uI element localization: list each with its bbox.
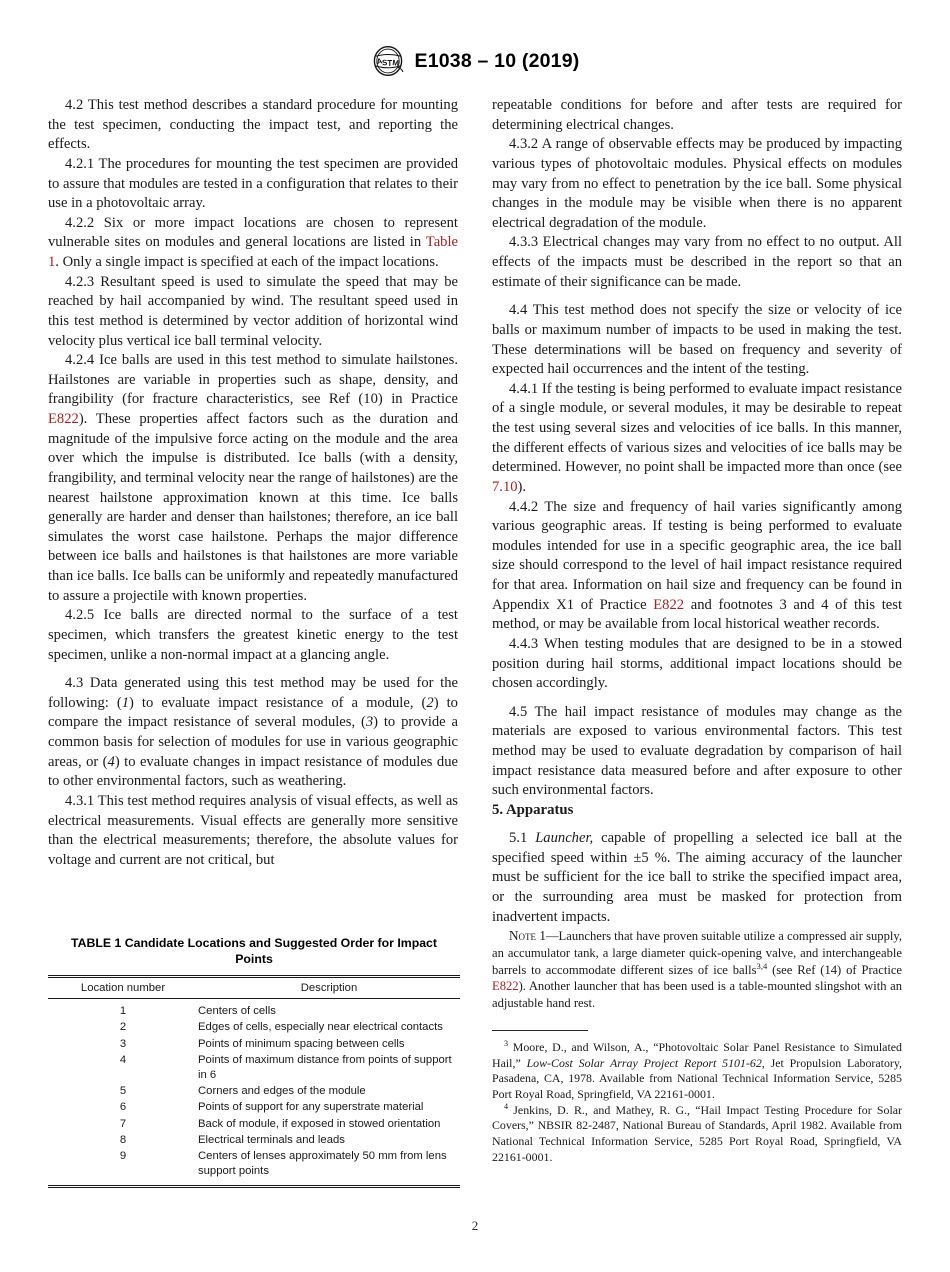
para-4-3-seg1: 4.3 Data generated using this test method may be used for the following: (: [48, 675, 458, 711]
paragraph-4-2: 4.2 This test method describes a standard procedure for mounting the test specimen, conducting the impact test, and reporting the effects.: [48, 97, 458, 153]
para-4-3-seg2: ) to evaluate impact resistance of a module, (: [129, 694, 427, 711]
footnote-3: [492, 1040, 902, 1103]
table-row: [48, 1083, 460, 1099]
svg-text:M: M: [391, 58, 399, 68]
section-heading-5-apparatus: 5. Apparatus: [492, 801, 574, 818]
para-4-2-2-text-a: 4.2.2 Six or more impact locations are chosen to represent vulnerable sites on modules and general locations are listed in: [48, 214, 458, 251]
svg-text:S: S: [381, 58, 388, 68]
paragraph-4-2-4: [48, 351, 458, 606]
table-1-body: [48, 998, 460, 1184]
term-launcher: Launcher,: [535, 830, 594, 847]
cell-location-number: 8: [119, 1133, 127, 1146]
cell-description: Corners and edges of the module: [198, 1085, 366, 1097]
link-e822-3[interactable]: E822: [492, 979, 519, 994]
para-4-3-seg5: ) to evaluate changes in impact resistance of modules due to other environmental factors, such as weathering.: [48, 753, 458, 790]
list-marker-3: 3: [365, 714, 374, 731]
link-e822-2[interactable]: E822: [653, 596, 685, 613]
paragraph-4-5: 4.5 The hail impact resistance of modules may change as the materials are exposed to various environmental factors. This test method may be used to evaluate degradation by comparison of hail impact resistance data measured before and after exposure to other such environmental factors.: [492, 703, 902, 799]
cell-description: Edges of cells, especially near electrical contacts: [198, 1021, 443, 1034]
cell-description: Electrical terminals and leads: [198, 1133, 345, 1146]
note-text-b: (see Ref (14) of Practice: [767, 962, 902, 977]
table-row: [48, 998, 460, 1019]
cell-location-number: 5: [119, 1085, 127, 1097]
para-4-3-seg3: ) to compare the impact resistance of several modules, (: [48, 694, 458, 731]
note-text-a: —Launchers that have proven suitable utilize a compressed air supply, an accumulator tank, a large diameter quick-opening valve, and interchangeable barrels to accommodate different sizes of ice balls: [492, 929, 902, 977]
cell-location-number: 4: [119, 1053, 127, 1066]
paragraph-4-3-3: 4.3.3 Electrical changes may vary from no effect to no output. All effects of the impacts must be described in the report so that an estimate of their significance can be made.: [492, 234, 902, 290]
cell-location-number: 2: [119, 1021, 127, 1034]
column-header-location-number: Location number: [48, 976, 198, 998]
list-marker-4: 4: [107, 753, 115, 770]
paragraph-4-4: 4.4 This test method does not specify the size or velocity of ice balls or maximum number of impacts to be used in making the test. These determinations will be based on frequency and severity of expected hail occurrences and the intent of the testing.: [492, 302, 902, 378]
list-marker-2: 2: [426, 694, 434, 711]
para-4-2-2-text-b: . Only a single impact is specified at each of the impact locations.: [55, 254, 439, 270]
para-4-2-4-text-a: 4.2.4 Ice balls are used in this test method to simulate hailstones. Hailstones are variable in properties such as shape, density, and frangibility (for fracture characteristics, see Ref (10) in Practice: [48, 352, 458, 408]
svg-text:A: A: [375, 56, 383, 67]
paragraph-4-2-2: [48, 214, 458, 273]
paragraph-5-1: [492, 829, 902, 927]
note-label: Note 1: [509, 928, 546, 944]
paragraph-4-4-1: [492, 380, 902, 498]
table-1-block: [48, 936, 460, 1188]
paragraph-4-3: [48, 674, 458, 792]
footnote-3-text-b: , Jet Propulsion Laboratory, Pasadena, CA, 1978. Available from National Technical Information Service, 5285 Port Royal Road, Springfield, VA 22161-0001.: [492, 1055, 903, 1102]
link-table-1[interactable]: Table 1: [48, 234, 458, 270]
footnote-separator-rule: [492, 1030, 588, 1031]
page-header: [0, 46, 950, 76]
para-5-1-number: 5.1: [509, 830, 536, 847]
paragraph-4-3-2: 4.3.2 A range of observable effects may be produced by impacting various types of photovoltaic modules. Physical effects on modules may vary from no effect to penetration by the ice ball. Some physical changes in the module may be visible when there is no apparent electrical degradation of the module.: [492, 136, 902, 231]
cell-description: Centers of lenses approximately 50 mm from lens support points: [198, 1150, 447, 1178]
paragraph-4-3-1-continued: repeatable conditions for before and after tests are required for determining electrical changes.: [492, 97, 902, 133]
table-row: [48, 1052, 460, 1083]
paragraph-4-2-1: 4.2.1 The procedures for mounting the test specimen are provided to assure that modules are tested in a configuration that relates to their use in a photovoltaic array.: [48, 155, 458, 212]
table-row: [48, 1100, 460, 1116]
note-text-c: ). Another launcher that has been used is a table-mounted slingshot with an adjustable hand rest.: [492, 979, 902, 1011]
note-1: [492, 927, 902, 1012]
cell-location-number: 1: [119, 1004, 127, 1017]
table-header-row: [48, 976, 460, 998]
para-4-4-2-text-a: 4.4.2 The size and frequency of hail varies significantly among various geographic areas. If testing is being performed to evaluate modules intended for use in a specific geographic area, the ice ball size should correspond to the level of hail impact resistance required for that area. Information on hail size and frequency can be found in Appendix X1 of Practice: [492, 498, 902, 613]
column-header-description: Description: [198, 976, 460, 998]
paragraph-4-4-3: 4.4.3 When testing modules that are designed to be in a stowed position during hail storms, additional impact locations should be chosen accordingly.: [492, 635, 902, 692]
footnote-3-marker: 3: [504, 1038, 509, 1048]
standard-designation: E1038 – 10 (2019): [414, 49, 580, 72]
cell-location-number: 9: [119, 1150, 127, 1163]
para-4-2-4-text-b: ). These properties affect factors such as the duration and magnitude of the impulsive force acting on the module and the area over which the impulse is distributed. Ice balls (with a density, frangibility, and terminal velocity near the range of hailstones) are the nearest hailstone approximation known at this time. Ice balls generally are harder and denser than hailstones; therefore, an ice ball simulates the worst case hailstone. Perhaps the major difference between ice balls and hailstones is that hailstones are more variable than ice balls. Ice balls can be uniformly and repeatedly manufactured to assure a projectile with known properties.: [48, 411, 458, 604]
table-row: [48, 1020, 460, 1036]
table-row: [48, 1148, 460, 1185]
table-1: [48, 975, 460, 1185]
table-1-head: [48, 976, 460, 998]
svg-text:T: T: [386, 58, 392, 68]
link-7-10[interactable]: 7.10: [492, 478, 518, 495]
paragraph-4-3-1: 4.3.1 This test method requires analysis of visual effects, as well as electrical measurements. Visual effects are generally more sensitive than the electrical measurements; therefore, the absolute values for voltage and current are not critical, but: [48, 792, 458, 868]
para-4-4-1-text-b: ).: [517, 478, 527, 495]
footnote-3-text-a: Moore, D., and Wilson, A., “Photovoltaic Solar Panel Resistance to Simulated Hail,”: [492, 1039, 902, 1070]
table-row: [48, 1132, 460, 1148]
table-row: [48, 1036, 460, 1052]
footnote-4-marker: 4: [504, 1101, 509, 1111]
cell-location-number: 3: [119, 1037, 127, 1050]
cell-description: Points of maximum distance from points of support in 6: [198, 1053, 452, 1081]
para-4-3-seg4: ) to provide a common basis for selection of modules for use in various geographic areas, or (: [48, 714, 458, 770]
footnote-3-title: Low-Cost Solar Array Project Report 5101-62: [526, 1055, 762, 1070]
table-1-caption: TABLE 1 Candidate Locations and Suggested Order for Impact Points: [71, 936, 437, 966]
para-5-1-rest: capable of propelling a selected ice ball at the specified speed within ±5 %. The aiming accuracy of the launcher must be sufficient for the ice ball to strike the specified impact area, or the surrounding area must be masked for protection from inadvertent impacts.: [492, 830, 903, 925]
paragraph-4-2-5: 4.2.5 Ice balls are directed normal to the surface of a test specimen, which transfers the greatest kinetic energy to the test specimen, unlike a non-normal impact at a glancing angle.: [48, 607, 458, 663]
page-number: 2: [471, 1218, 479, 1233]
footnote-4: [492, 1103, 902, 1166]
right-column: [492, 96, 902, 1166]
table-row: [48, 1116, 460, 1132]
cell-description: Back of module, if exposed in stowed orientation: [198, 1117, 441, 1130]
cell-location-number: 6: [119, 1101, 127, 1114]
paragraph-4-4-2: [492, 498, 902, 635]
footnote-4-text: Jenkins, D. R., and Mathey, R. G., “Hail Impact Testing Procedure for Solar Covers,” NBSIR 82-2487, National Bureau of Standards, April 1982. Available from National Technical Information Service, 5285 Port Royal Road, Springfield, VA 22161-0001.: [492, 1102, 902, 1164]
paragraph-4-2-3: 4.2.3 Resultant speed is used to simulate the speed that may be reached by hail accompanied by wind. The resultant speed used in this test method is determined by vector addition of horizontal wind velocity plus vertical ice ball terminal velocity.: [48, 273, 458, 349]
astm-logo-icon: [371, 46, 405, 76]
para-4-4-1-text-a: 4.4.1 If the testing is being performed to evaluate impact resistance of a single module, or several modules, it may be desirable to repeat the test using several sizes and velocities of ice balls. In this manner, the different effects of various sizes and velocities of ice balls may be determined. However, no point shall be impacted more than once (see: [492, 380, 902, 476]
cell-location-number: 7: [119, 1117, 127, 1130]
table-1-bottom-rule: [48, 1185, 460, 1188]
list-marker-1: 1: [121, 694, 130, 711]
cell-description: Points of minimum spacing between cells: [198, 1037, 405, 1050]
para-4-4-2-text-b: and footnotes 3 and 4 of this test method, or may be available from local historical weather records.: [492, 596, 903, 633]
link-e822-1[interactable]: E822: [48, 411, 79, 427]
cell-description: Points of support for any superstrate material: [198, 1101, 424, 1114]
cell-description: Centers of cells: [198, 1004, 276, 1017]
note-footnote-refs: 3,4: [756, 960, 768, 971]
